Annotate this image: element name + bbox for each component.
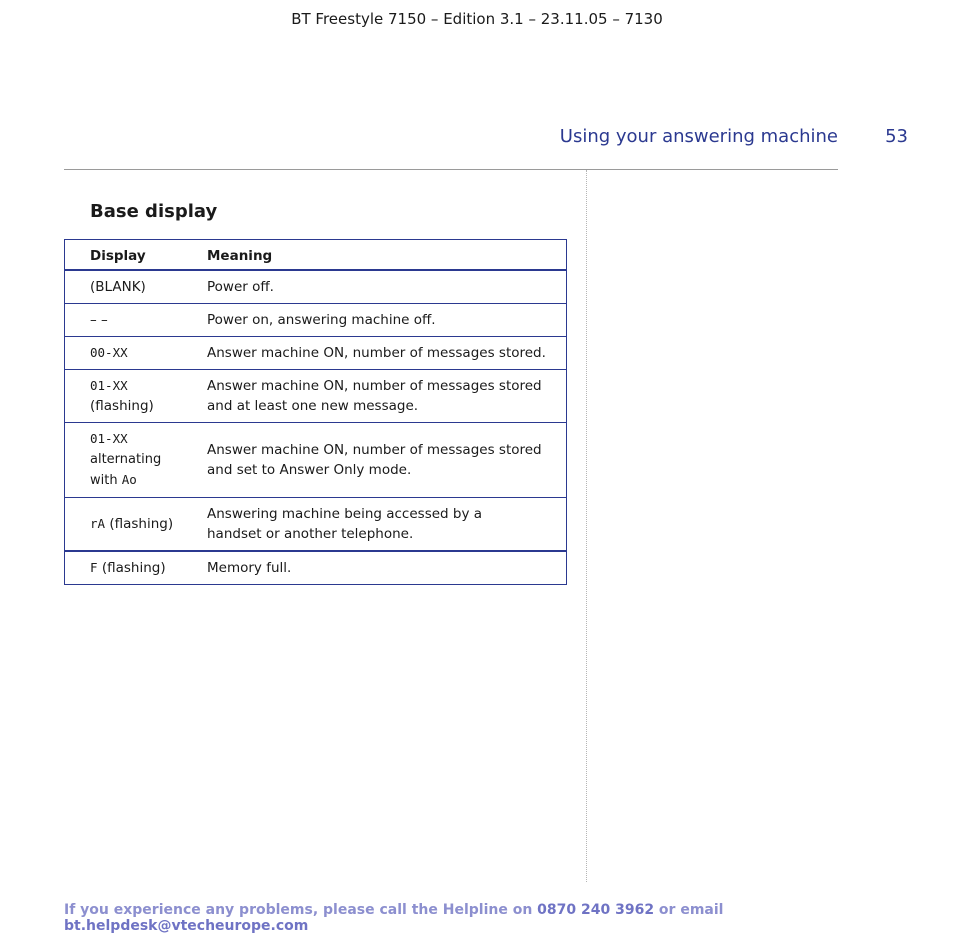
display-text: alternating with xyxy=(90,452,162,488)
column-divider xyxy=(586,170,587,882)
helpline-footer xyxy=(64,902,914,934)
display-code: – – xyxy=(90,312,108,328)
meaning-cell: Power off. xyxy=(207,279,274,295)
table-row xyxy=(65,337,567,370)
table-row xyxy=(65,423,567,498)
table-header-row xyxy=(65,240,567,271)
footer-middle: or email xyxy=(654,902,724,918)
display-text: (BLANK) xyxy=(90,279,146,295)
meaning-cell: Memory full. xyxy=(207,560,292,576)
display-cell xyxy=(65,337,194,370)
table-row xyxy=(65,551,567,585)
display-text: (flashing) xyxy=(97,560,166,576)
header-rule xyxy=(64,169,838,170)
display-cell xyxy=(65,270,194,304)
meaning-cell xyxy=(193,498,567,552)
edition-line: BT Freestyle 7150 – Edition 3.1 – 23.11.05 – 7130 xyxy=(291,10,663,28)
table-row xyxy=(65,370,567,423)
display-code: 01-XX xyxy=(90,378,128,393)
page-heading: Base display xyxy=(90,201,218,222)
table-row xyxy=(65,304,567,337)
display-code: 00-XX xyxy=(90,345,128,360)
table-row xyxy=(65,498,567,552)
display-cell xyxy=(65,423,194,498)
display-code: F xyxy=(90,560,98,575)
footer-prefix: If you experience any problems, please call the Helpline on xyxy=(64,902,538,918)
display-code: rA xyxy=(90,516,106,531)
display-code: 01-XX xyxy=(90,431,128,446)
section-title: Using your answering machine xyxy=(559,126,838,147)
meaning-line: handset or another telephone. xyxy=(207,526,414,542)
meaning-cell: Answer machine ON, number of messages stored and set to Answer Only mode. xyxy=(207,442,542,478)
column-header-meaning: Meaning xyxy=(207,248,273,264)
base-display-table xyxy=(64,239,567,585)
meaning-cell: Answer machine ON, number of messages stored and at least one new message. xyxy=(207,378,542,414)
display-text: (flashing) xyxy=(105,516,174,532)
meaning-line: Answering machine being accessed by a xyxy=(207,506,483,522)
meaning-cell: Answer machine ON, number of messages stored. xyxy=(207,345,546,361)
display-code-secondary: Ao xyxy=(121,472,137,487)
display-cell xyxy=(65,370,194,423)
display-cell xyxy=(65,498,194,552)
display-cell xyxy=(65,304,194,337)
helpdesk-email: bt.helpdesk@vtecheurope.com xyxy=(64,918,309,934)
table-row xyxy=(65,270,567,304)
display-cell xyxy=(65,551,194,585)
display-text: (flashing) xyxy=(90,398,154,414)
helpline-phone: 0870 240 3962 xyxy=(537,902,655,918)
meaning-cell: Power on, answering machine off. xyxy=(207,312,436,328)
page-number: 53 xyxy=(885,126,908,147)
column-header-display: Display xyxy=(90,248,146,264)
